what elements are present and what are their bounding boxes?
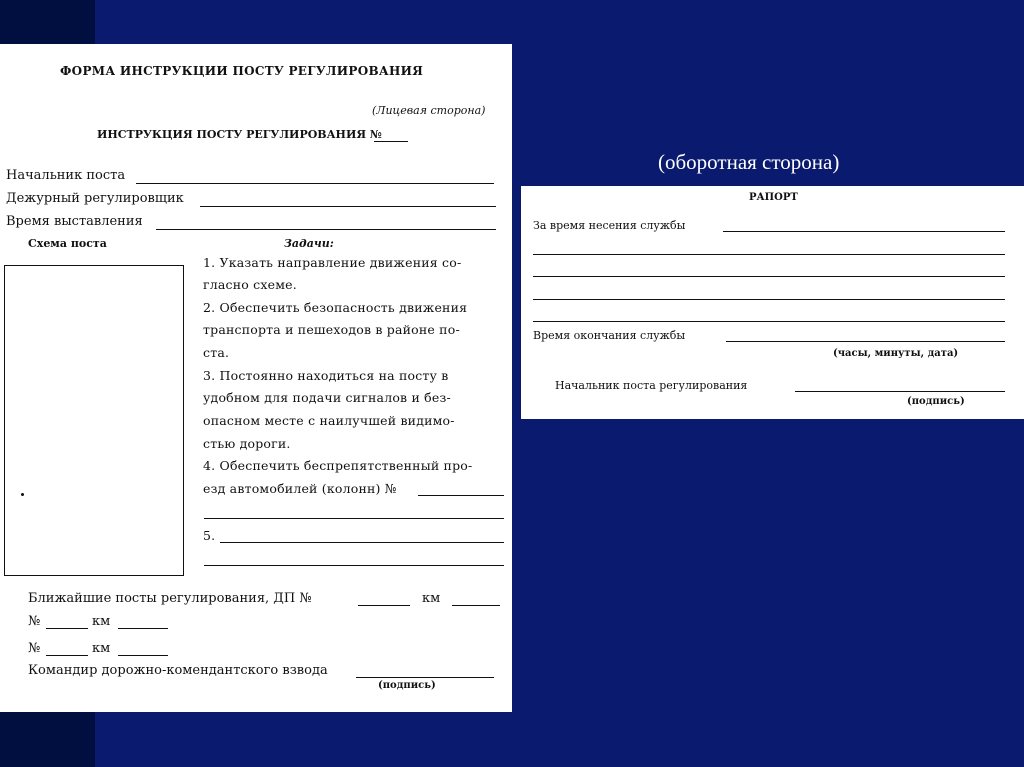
task-line: ста. [203,345,230,360]
task-line: 2. Обеспечить безопасность движения [203,300,468,315]
task-line: 4. Обеспечить беспрепятственный про- [203,458,473,473]
end-time-label: Время окончания службы [533,329,686,342]
task-line: стью дороги. [203,436,291,451]
report-line [533,254,1005,255]
scheme-label: Схема поста [28,237,107,250]
placement-time-line [156,229,496,230]
task-line: удобном для подачи сигналов и без- [203,390,451,405]
task-line: 5. [203,528,216,543]
report-line [533,276,1005,277]
nearest-post-number-line [358,605,410,606]
post-chief-signature-line [795,391,1005,392]
report-title: РАПОРТ [749,192,798,203]
task-line: 3. Постоянно находиться на посту в [203,368,449,383]
tasks-label: Задачи: [284,237,334,250]
post-number-line [46,655,88,656]
scheme-box [4,265,184,576]
task-line: гласно схеме. [203,277,297,292]
instruction-number-line [374,141,408,142]
post-number-label: № [28,641,41,656]
service-time-line [723,231,1005,232]
task-line: транспорта и пешеходов в районе по- [203,322,460,337]
signature-hint: (подпись) [378,680,436,691]
end-time-hint: (часы, минуты, дата) [833,348,959,359]
duty-regulator-line [200,206,496,207]
post-number-label: № [28,614,41,629]
end-time-line [726,341,1005,342]
task-blank-line [204,518,504,519]
report-line [533,321,1005,322]
signature-hint: (подпись) [907,396,965,407]
commander-label: Командир дорожно-комендантского взвода [28,663,328,678]
post-chief-label: Начальник поста регулирования [555,379,748,392]
km-label: км [92,641,111,656]
task-line: 1. Указать направление движения со- [203,255,462,270]
post-chief-label: Начальник поста [6,168,126,183]
scheme-dot [21,493,24,496]
km-line [118,628,168,629]
km-line [118,655,168,656]
km-label: км [92,614,111,629]
report-form-back [521,186,1024,419]
duty-regulator-label: Дежурный регулировщик [6,191,184,206]
nearest-posts-label: Ближайшие посты регулирования, ДП № [28,591,312,606]
km-label: км [422,591,441,606]
side-label: (Лицевая сторона) [372,104,486,117]
task-blank-line [204,565,504,566]
instruction-heading: ИНСТРУКЦИЯ ПОСТУ РЕГУЛИРОВАНИЯ № [97,128,382,141]
post-chief-line [136,183,494,184]
back-side-caption: (оборотная сторона) [658,150,840,174]
report-line [533,299,1005,300]
service-time-label: За время несения службы [533,219,686,232]
km-line [452,605,500,606]
convoy-number-line [418,495,504,496]
task-5-line [220,542,504,543]
background-corner [0,712,95,767]
task-line: езд автомобилей (колонн) № [203,481,397,496]
post-number-line [46,628,88,629]
task-line: опасном месте с наилучшей видимо- [203,413,455,428]
instruction-form-front [0,44,512,712]
form-title: ФОРМА ИНСТРУКЦИИ ПОСТУ РЕГУЛИРОВАНИЯ [60,64,424,78]
commander-signature-line [356,677,494,678]
placement-time-label: Время выставления [6,214,143,229]
